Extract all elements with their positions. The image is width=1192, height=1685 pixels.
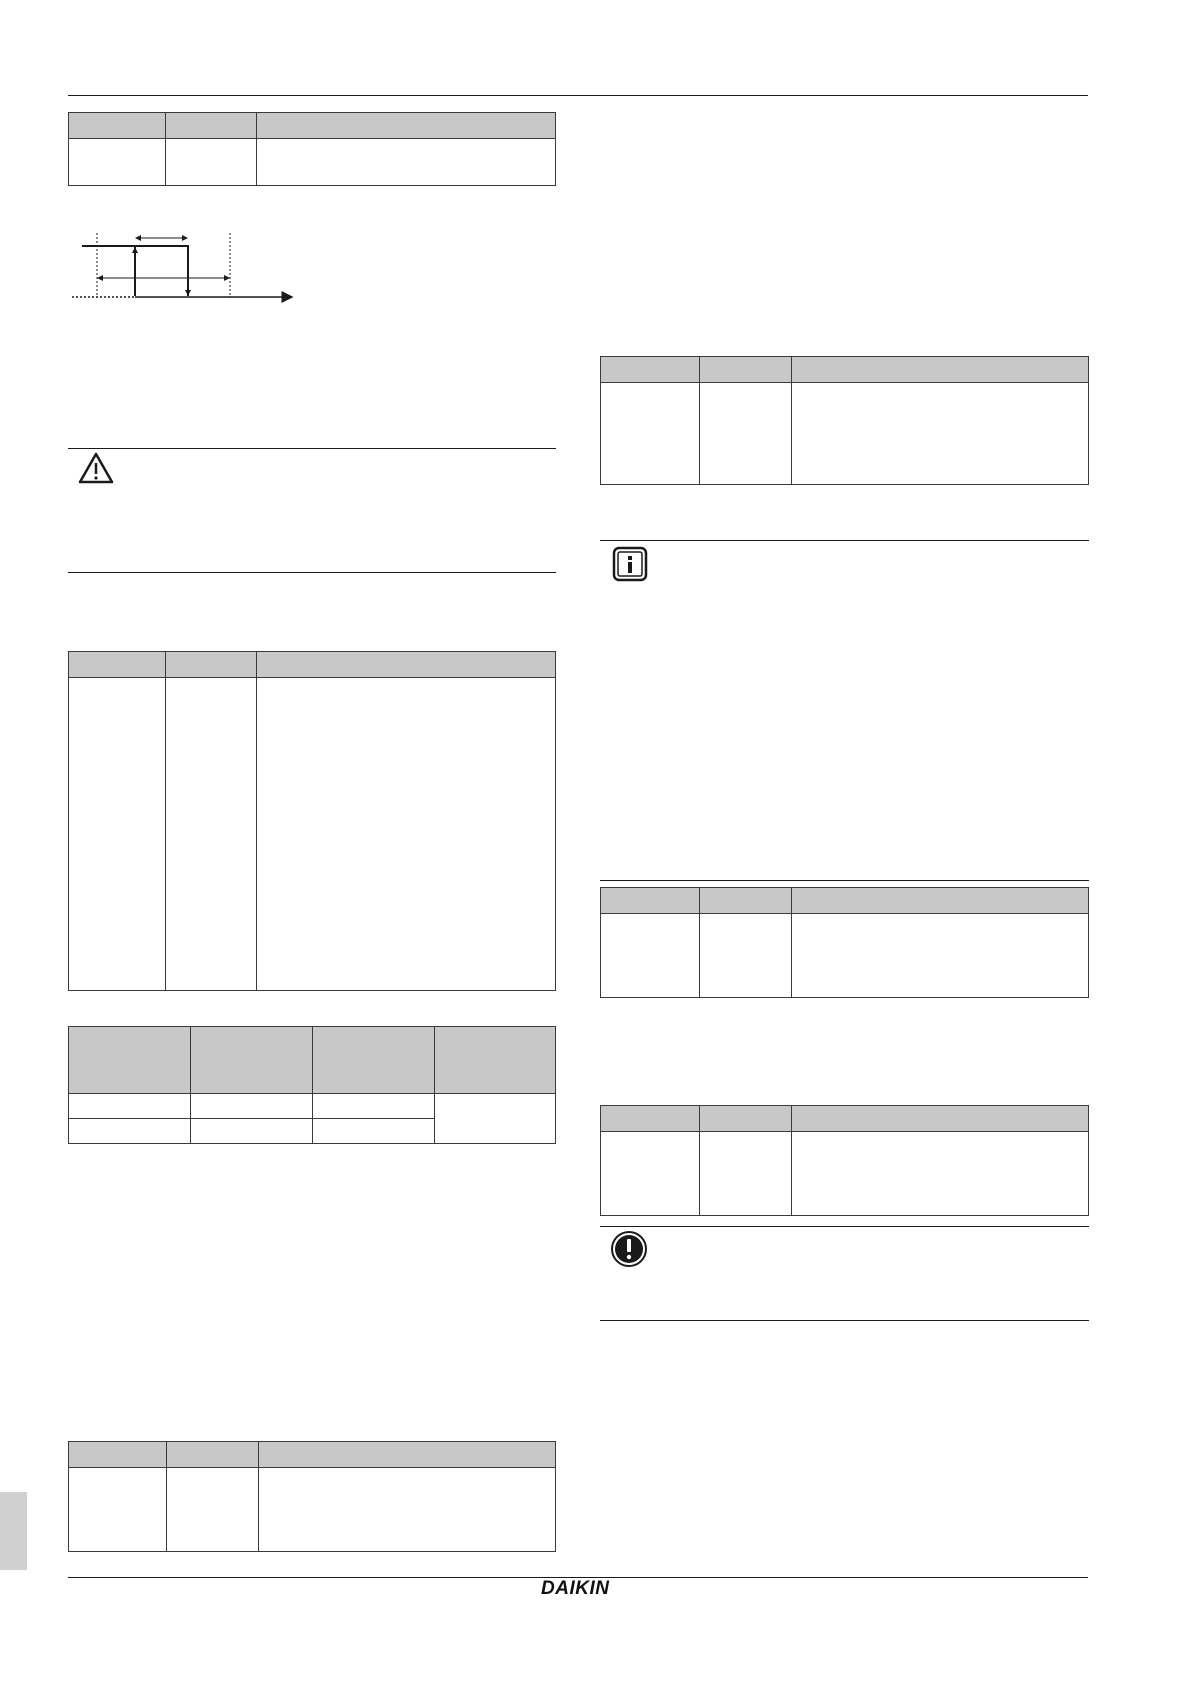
- table-header-cell: [700, 357, 792, 383]
- info-i-icon: [612, 546, 648, 582]
- header-rule: [68, 95, 1088, 96]
- table-header-cell: [167, 1442, 259, 1468]
- table-header-cell: [601, 888, 700, 914]
- setting-table-5: [600, 887, 1089, 998]
- table-header-cell: [257, 113, 556, 139]
- side-tab-marker: [0, 1492, 27, 1570]
- info-top-rule: [600, 540, 1089, 541]
- table-header-cell: [191, 1027, 313, 1094]
- table-header-cell: [69, 1027, 191, 1094]
- setting-table-6: [600, 1105, 1089, 1216]
- table-header-cell: [792, 888, 1089, 914]
- table-header-cell: [69, 1442, 167, 1468]
- caution-top-rule: [68, 448, 556, 449]
- table-header-cell: [313, 1027, 435, 1094]
- table-header-cell: [69, 113, 166, 139]
- table-header-cell: [166, 652, 257, 678]
- info-bottom-rule: [600, 880, 1089, 881]
- caution-bottom-rule: [68, 572, 556, 573]
- exclamation-circle-icon: [610, 1230, 648, 1268]
- table-header-cell: [257, 652, 556, 678]
- setting-table-2: [68, 651, 556, 991]
- setting-table-3: [68, 1441, 556, 1552]
- table-header-cell: [792, 357, 1089, 383]
- setting-table-4: [600, 356, 1089, 485]
- table-header-cell: [601, 1106, 700, 1132]
- table-header-cell: [700, 1106, 792, 1132]
- table-header-cell: [435, 1027, 556, 1094]
- table-header-cell: [259, 1442, 556, 1468]
- table-header-cell: [601, 357, 700, 383]
- table-header-cell: [792, 1106, 1089, 1132]
- table-header-cell: [700, 888, 792, 914]
- setting-table-1: [68, 112, 556, 186]
- value-table: [68, 1026, 556, 1144]
- notice-top-rule: [600, 1226, 1089, 1227]
- table-header-cell: [69, 652, 166, 678]
- daikin-logo: DAIKIN: [541, 1578, 610, 1599]
- warning-triangle-icon: [78, 452, 114, 484]
- hysteresis-diagram: [70, 228, 310, 308]
- table-header-cell: [166, 113, 257, 139]
- notice-bottom-rule: [600, 1320, 1089, 1321]
